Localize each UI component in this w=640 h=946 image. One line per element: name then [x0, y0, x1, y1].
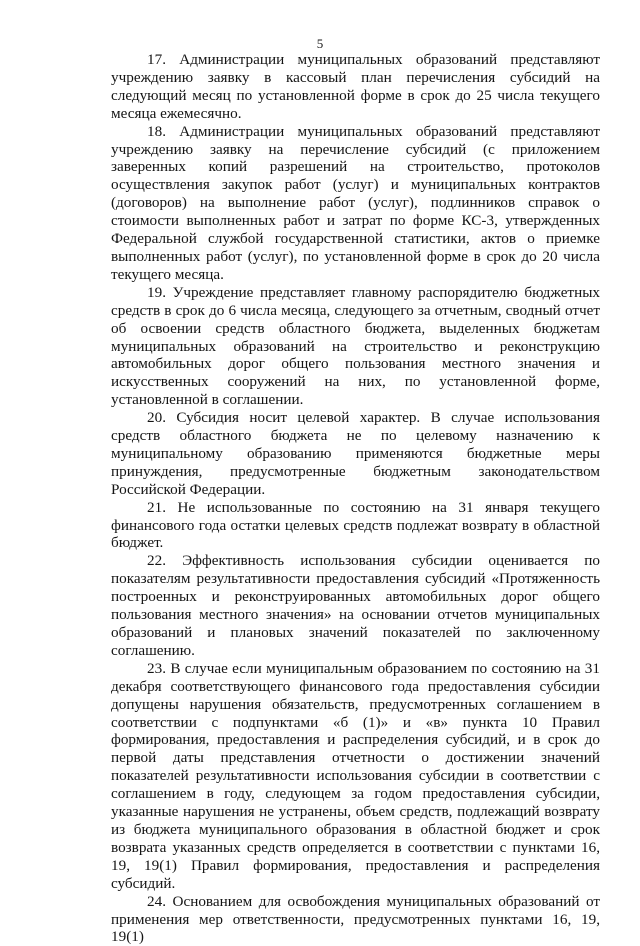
paragraph-19: 19. Учреждение представляет главному распорядителю бюджетных средств в срок до 6 числа месяца, следующего за отчетным, сводный отчет об освоении средств областного бюджета, выделенных бюджетам муниципальных образований на строительство и реконструкцию автомобильных дорог общего пользования местного значения и искусственных сооружений на них, по установленной форме, установленной в соглашении. — [111, 283, 600, 409]
document-body — [111, 51, 600, 946]
page-number: 5 — [316, 36, 324, 51]
paragraph-17: 17. Администрации муниципальных образований представляют учреждению заявку в кассовый план перечисления субсидий на следующий месяц по установленной форме в срок до 25 числа текущего месяца ежемесячно. — [111, 51, 600, 122]
paragraph-21: 21. Не использованные по состоянию на 31 января текущего финансового года остатки целевых средств подлежат возврату в областной бюджет. — [111, 498, 600, 552]
paragraph-18: 18. Администрации муниципальных образований представляют учреждению заявку на перечисление субсидий (с приложением заверенных копий разрешений на строительство, протоколов осуществления закупок работ (услуг) и муниципальных контрактов (договоров) на выполнение работ (услуг), подлинников справок о стоимости выполненных работ и затрат по форме КС-3, утвержденных Федеральной службой государственной статистики, актов о приемке выполненных работ (услуг), по установленной форме в срок до 20 числа текущего месяца. — [111, 122, 600, 283]
paragraph-24: 24. Основанием для освобождения муниципальных образований от применения мер ответственности, предусмотренных пунктами 16, 19, 19(1) — [111, 892, 600, 946]
paragraph-20: 20. Субсидия носит целевой характер. В случае использования средств областного бюджета не по целевому назначению к муниципальному образованию применяются бюджетные меры принуждения, предусмотренные бюджетным законодательством Российской Федерации. — [111, 409, 600, 498]
paragraph-22: 22. Эффективность использования субсидии оценивается по показателям результативности предоставления субсидий «Протяженность построенных и реконструированных автомобильных дорог общего пользования местного значения» на основании отчетов муниципальных образований и плановых значений показателей по заключенному соглашению. — [111, 552, 600, 659]
paragraph-23: 23. В случае если муниципальным образованием по состоянию на 31 декабря соответствующего финансового года предоставления субсидии допущены нарушения обязательств, предусмотренных соглашением в соответствии с подпунктами «б (1)» и «в» пункта 10 Правил формирования, предоставления и распределения субсидий, и в срок до первой даты представления отчетности о достижении значений показателей результативности использования субсидии в соответствии с соглашением в году, следующем за годом предоставления субсидии, указанные нарушения не устранены, объем средств, подлежащий возврату из бюджета муниципального образования в областной бюджет и срок возврата указанных средств определяется в соответствии с пунктами 16, 19, 19(1) Правил формирования, предоставления и распределения субсидий. — [111, 659, 600, 892]
